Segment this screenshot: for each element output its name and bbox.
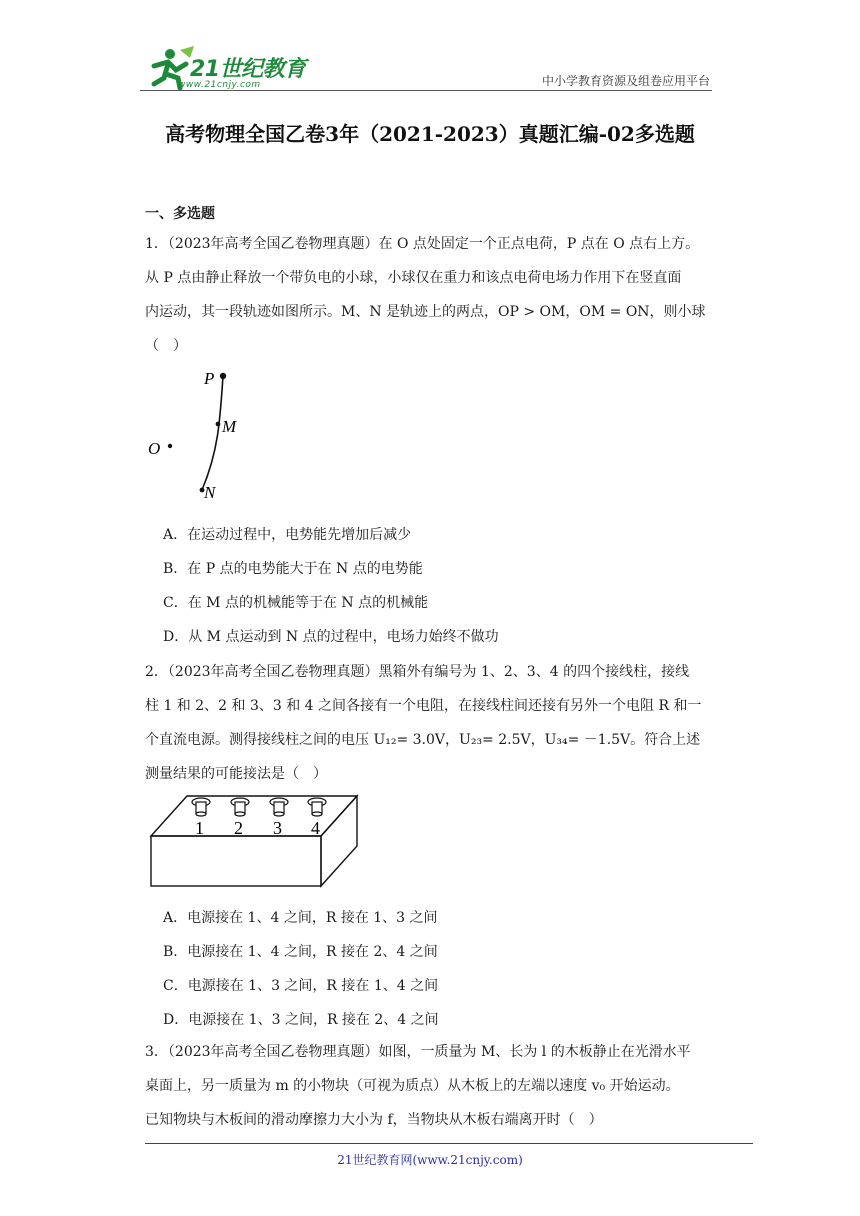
question-line: 从 P 点由静止释放一个带负电的小球，小球仅在重力和该点电荷电场力作用下在竖直面 <box>145 270 682 286</box>
question-line: （ ） <box>145 338 187 354</box>
question-line: 内运动，其一段轨迹如图所示。M、N 是轨迹上的两点，OP > OM，OM = ON，则小球 <box>145 304 706 320</box>
label-m: M <box>222 417 237 436</box>
terminal-label-3: 3 <box>273 818 282 838</box>
trajectory-curve <box>202 376 223 490</box>
question-line: 2．（2023年高考全国乙卷物理真题）黑箱外有编号为 1、2、3、4 的四个接线柱，接线 <box>145 664 690 680</box>
label-n: N <box>204 483 216 502</box>
terminal-label-2: 2 <box>234 818 243 838</box>
q2-option-b[interactable]: B．电源接在 1、4 之间，R 接在 2、4 之间 <box>163 944 438 960</box>
question-2-stem <box>145 655 717 791</box>
point-o-dot <box>168 444 172 448</box>
terminal-label-1: 1 <box>195 818 204 838</box>
q2-option-a[interactable]: A．电源接在 1、4 之间，R 接在 1、3 之间 <box>163 910 438 926</box>
logo-url: www.21cnjy.com <box>178 80 261 90</box>
terminal-label-4: 4 <box>311 818 320 838</box>
q1-option-a[interactable]: A．在运动过程中，电势能先增加后减少 <box>163 527 412 543</box>
q2-option-d[interactable]: D．电源接在 1、3 之间，R 接在 2、4 之间 <box>163 1012 439 1028</box>
question-3-stem <box>145 1035 717 1137</box>
terminal-3 <box>270 798 288 816</box>
footer-link[interactable]: 21世纪教育网(www.21cnjy.com) <box>337 1153 523 1167</box>
question-line: 桌面上，另一质量为 m 的小物块（可视为质点）从木板上的左端以速度 v₀ 开始运动。 <box>145 1078 680 1094</box>
footer-divider <box>145 1143 753 1144</box>
black-box-figure <box>145 790 365 890</box>
platform-name: 中小学教育资源及组卷应用平台 <box>541 74 710 88</box>
q2-option-c[interactable]: C．电源接在 1、3 之间，R 接在 1、4 之间 <box>163 978 439 994</box>
terminal-2 <box>231 798 249 816</box>
q1-option-d[interactable]: D．从 M 点运动到 N 点的过程中，电场力始终不做功 <box>163 629 499 645</box>
question-line: 1．（2023年高考全国乙卷物理真题）在 O 点处固定一个正点电荷，P 点在 O 点右上方。 <box>145 236 700 252</box>
question-line: 柱 1 和 2、2 和 3、3 和 4 之间各接有一个电阻，在接线柱间还接有另外一个电阻 R 和一 <box>145 698 702 714</box>
question-1-stem <box>145 227 717 363</box>
question-line: 已知物块与木板间的滑动摩擦力大小为 f，当物块从木板右端离开时（ ） <box>145 1112 603 1128</box>
label-o: O <box>148 439 161 458</box>
question-line: 个直流电源。测得接线柱之间的电压 U₁₂= 3.0V，U₂₃= 2.5V，U₃₄= －1.5V。符合上述 <box>145 732 701 748</box>
question-line: 3．（2023年高考全国乙卷物理真题）如图，一质量为 M、长为 l 的木板静止在光滑水平 <box>145 1044 691 1060</box>
section-heading: 一、多选题 <box>145 206 215 222</box>
page-title: 高考物理全国乙卷3年（2021-2023）真题汇编-02多选题 <box>165 122 695 146</box>
question-line: 测量结果的可能接法是（ ） <box>145 766 327 782</box>
box-side-face <box>321 796 357 886</box>
box-front-face <box>151 836 321 886</box>
point-p-dot <box>220 373 226 379</box>
header-divider <box>140 90 712 91</box>
q1-option-b[interactable]: B．在 P 点的电势能大于在 N 点的电势能 <box>163 561 423 577</box>
terminal-4 <box>308 798 326 816</box>
point-m-dot <box>216 422 221 427</box>
terminal-1 <box>192 798 210 816</box>
trajectory-figure <box>140 362 260 507</box>
label-p: P <box>204 369 215 388</box>
q1-option-c[interactable]: C．在 M 点的机械能等于在 N 点的机械能 <box>163 595 429 611</box>
logo-text: 21世纪教育 <box>190 57 306 82</box>
